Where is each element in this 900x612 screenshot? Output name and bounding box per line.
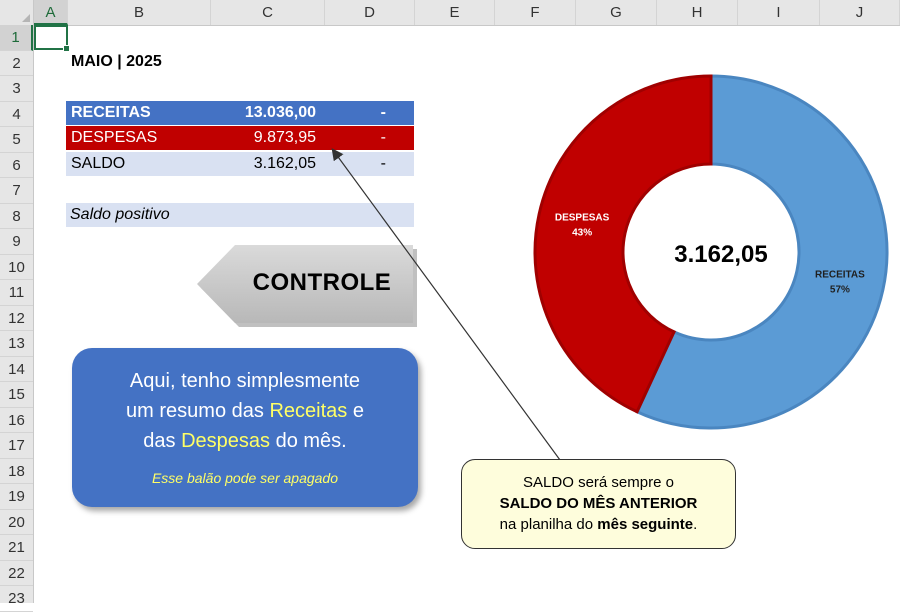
saldo-extra: - xyxy=(380,155,386,172)
balloon-line-2-start: um resumo das xyxy=(126,400,264,422)
balloon-line-2-end: e xyxy=(352,400,364,422)
balloon-line-1: Aqui, tenho simplesmente xyxy=(129,370,361,392)
callout-line-2-bold: SALDO DO MÊS ANTERIOR xyxy=(499,495,698,512)
slice-percent-receitas: 57% xyxy=(829,284,850,296)
column-header-d[interactable]: D xyxy=(325,0,415,25)
row-header-2[interactable]: 2 xyxy=(0,51,33,77)
row-header-10[interactable]: 10 xyxy=(0,255,33,281)
callout-line-1: SALDO será sempre o xyxy=(523,474,674,491)
despesas-label: DESPESAS xyxy=(71,129,158,146)
receitas-label: RECEITAS xyxy=(71,104,151,121)
column-header-h[interactable]: H xyxy=(657,0,738,25)
row-header-15[interactable]: 15 xyxy=(0,382,33,408)
column-header-e[interactable]: E xyxy=(415,0,495,25)
row-header-21[interactable]: 21 xyxy=(0,535,33,561)
column-header-g[interactable]: G xyxy=(576,0,657,25)
despesas-extra: - xyxy=(380,129,386,146)
row-header-13[interactable]: 13 xyxy=(0,331,33,357)
callout-line-3-bold: mês seguinte xyxy=(597,516,694,533)
row-header-6[interactable]: 6 xyxy=(0,153,33,179)
saldo-callout[interactable] xyxy=(461,459,736,549)
balloon-note: Esse balão pode ser apagado xyxy=(151,470,339,486)
column-header-j[interactable]: J xyxy=(820,0,900,25)
balloon-line-3-start: das xyxy=(143,430,176,452)
month-title: MAIO | 2025 xyxy=(71,53,162,70)
column-header-f[interactable]: F xyxy=(495,0,576,25)
despesas-value: 9.873,95 xyxy=(253,129,316,146)
row-header-3[interactable]: 3 xyxy=(0,76,33,102)
row-header-12[interactable]: 12 xyxy=(0,306,33,332)
balloon-line-3-end: do mês. xyxy=(275,430,347,452)
callout-connector-arrow xyxy=(333,150,560,460)
row-header-11[interactable]: 11 xyxy=(0,280,33,306)
row-header-7[interactable]: 7 xyxy=(0,178,33,204)
saldo-status-text: Saldo positivo xyxy=(70,206,170,223)
chart-center-value: 3.162,05 xyxy=(674,241,768,268)
row-header-8[interactable]: 8 xyxy=(0,204,33,230)
receitas-value: 13.036,00 xyxy=(244,104,316,121)
row-header-18[interactable]: 18 xyxy=(0,459,33,485)
controle-label: CONTROLE xyxy=(252,269,392,296)
row-header-20[interactable]: 20 xyxy=(0,510,33,536)
callout-line-3-end: . xyxy=(693,516,698,533)
column-header-a[interactable]: A xyxy=(34,0,68,25)
row-header-9[interactable]: 9 xyxy=(0,229,33,255)
saldo-value: 3.162,05 xyxy=(253,155,316,172)
slice-percent-despesas: 43% xyxy=(572,227,593,239)
row-header-19[interactable]: 19 xyxy=(0,484,33,510)
row-header-1[interactable]: 1 xyxy=(0,25,33,51)
row-header-17[interactable]: 17 xyxy=(0,433,33,459)
row-header-5[interactable]: 5 xyxy=(0,127,33,153)
row-header-23[interactable]: 23 xyxy=(0,586,33,612)
row-header-16[interactable]: 16 xyxy=(0,408,33,434)
callout-line-3-start: na planilha do xyxy=(499,516,594,533)
saldo-label: SALDO xyxy=(71,155,126,172)
column-header-c[interactable]: C xyxy=(211,0,325,25)
balloon-despesas-highlight: Despesas xyxy=(181,430,271,452)
callout-line-2 xyxy=(462,493,735,514)
balloon-receitas-highlight: Receitas xyxy=(269,400,348,422)
column-header-i[interactable]: I xyxy=(738,0,820,25)
slice-label-despesas: DESPESAS xyxy=(554,212,610,224)
callout-line-3 xyxy=(462,514,735,535)
row-header-22[interactable]: 22 xyxy=(0,561,33,587)
column-header-b[interactable]: B xyxy=(68,0,211,25)
slice-label-receitas: RECEITAS xyxy=(814,269,865,281)
receitas-extra: - xyxy=(380,104,386,121)
row-header-14[interactable]: 14 xyxy=(0,357,33,383)
row-header-4[interactable]: 4 xyxy=(0,102,33,128)
